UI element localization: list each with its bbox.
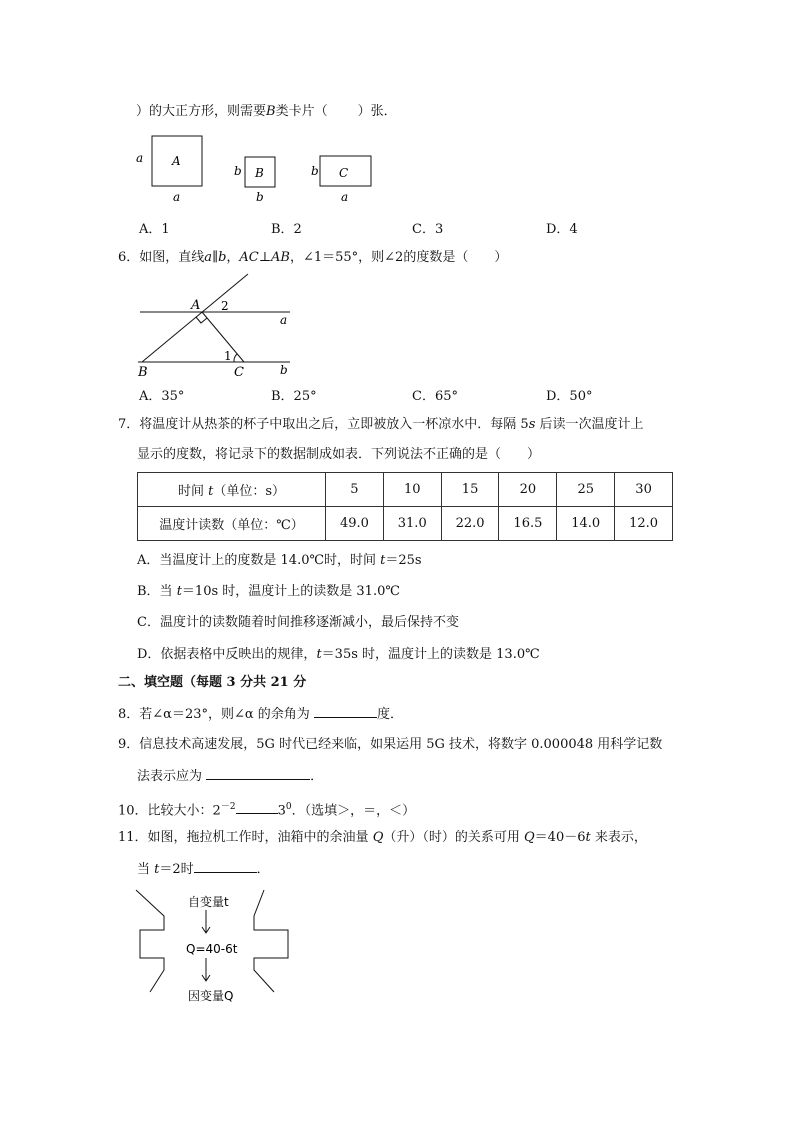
formula-label: Q=40-6t (186, 942, 238, 956)
line-b-label: b (280, 363, 288, 377)
card-a-label: A (172, 154, 181, 168)
q7-option-a[interactable]: A．当温度计上的度数是 14.0℃时，时间 t＝25s (137, 553, 422, 568)
q6-option-d[interactable]: D．50° (546, 389, 593, 404)
angle-1-label: 1 (224, 349, 232, 363)
q7-option-c[interactable]: C．温度计的读数随着时间推移逐渐减小，最后保持不变 (137, 615, 459, 630)
q9-stem-line2: 法表示应为 ． (137, 769, 324, 784)
angle-2-label: 2 (221, 299, 229, 313)
q7-data-table (137, 472, 673, 541)
q7-option-d[interactable]: D．依据表格中反映出的规律，t＝35s 时，温度计上的读数是 13.0℃ (137, 647, 540, 662)
right-angle-mark (196, 317, 207, 323)
q11-tractor-figure (134, 886, 294, 1006)
dependent-variable-label: 因变量Q (188, 989, 234, 1003)
table-cell: 49.0 (326, 507, 384, 541)
q5-option-b[interactable]: B．2 (271, 222, 302, 237)
q6-option-c[interactable]: C．65° (412, 389, 458, 404)
right-bracket (254, 890, 288, 992)
table-cell: 10 (383, 473, 441, 507)
card-a-bottom-label: a (173, 190, 181, 204)
q10-stem: 10．比较大小：$2^{-2}$ $3^0$．（选填＞，＝，＜） (118, 802, 416, 819)
table-cell: 30 (615, 473, 673, 507)
table-cell: 5 (326, 473, 384, 507)
card-a-side-label: a (136, 151, 144, 165)
point-b-label: B (138, 365, 148, 380)
q8-answer-blank[interactable] (314, 705, 377, 718)
line-ac (202, 312, 244, 362)
q6-option-b[interactable]: B．25° (271, 389, 317, 404)
point-c-label: C (234, 365, 244, 380)
q7-stem-line1: 7．将温度计从热茶的杯子中取出之后，立即被放入一杯凉水中．每隔 5s 后读一次温度计上 (118, 417, 644, 432)
q11-answer-blank[interactable] (194, 860, 257, 873)
table-cell: 22.0 (441, 507, 499, 541)
q11-stem-line2: 当 t＝2时 ． (137, 862, 270, 877)
table-header-time: 时间 t（单位：s） (138, 473, 326, 507)
q5-option-a[interactable]: A．1 (139, 222, 170, 237)
point-a-label: A (191, 298, 201, 313)
table-header-reading: 温度计读数（单位：℃） (138, 507, 326, 541)
left-bracket (136, 890, 164, 992)
table-cell: 14.0 (557, 507, 615, 541)
q7-option-b[interactable]: B．当 t＝10s 时，温度计上的读数是 31.0℃ (137, 584, 400, 599)
table-row-reading (138, 507, 673, 541)
q5-stem: ）的大正方形，则需要B类卡片（ ）张． (136, 104, 397, 119)
table-cell: 12.0 (615, 507, 673, 541)
independent-variable-label: 自变量t (188, 895, 229, 909)
q11-stem-line1: 11．如图，拖拉机工作时，油箱中的余油量 Q（升）（时）的关系可用 Q＝40－6t 来表示， (118, 830, 647, 845)
card-b-bottom-label: b (256, 190, 264, 204)
q6-option-a[interactable]: A．35° (139, 389, 185, 404)
table-cell: 16.5 (499, 507, 557, 541)
angle-1-arc (234, 354, 237, 362)
line-ba (142, 274, 248, 362)
table-cell: 15 (441, 473, 499, 507)
section-2-title: 二、填空题（每题 3 分共 21 分 (118, 675, 307, 690)
q5-cards-figure (130, 130, 390, 210)
table-row-time (138, 473, 673, 507)
q6-stem: 6．如图，直线a∥b，AC⊥AB，∠1＝55°，则∠2的度数是（ ） (118, 250, 508, 265)
q5-option-d[interactable]: D．4 (546, 222, 578, 237)
table-cell: 20 (499, 473, 557, 507)
q5-option-c[interactable]: C．3 (412, 222, 444, 237)
card-c-bottom-label: a (341, 190, 349, 204)
q9-answer-blank[interactable] (206, 767, 310, 780)
table-cell: 31.0 (383, 507, 441, 541)
q8-stem: 8．若∠α＝23°，则∠α 的余角为 度． (118, 707, 403, 722)
q9-stem-line1: 9．信息技术高速发展，5G 时代已经来临，如果运用 5G 技术，将数字 0.000048 用科学记数 (118, 737, 663, 752)
card-c-label: C (339, 166, 349, 180)
card-b-label: B (255, 166, 264, 180)
card-c-side-label: b (311, 164, 319, 178)
q7-stem-line2: 显示的度数，将记录下的数据制成如表．下列说法不正确的是（ ） (137, 447, 541, 462)
line-a-label: a (280, 313, 288, 327)
table-cell: 25 (557, 473, 615, 507)
q6-geometry-figure (130, 272, 305, 380)
card-b-side-label: b (234, 164, 242, 178)
q10-answer-blank[interactable] (236, 801, 278, 814)
